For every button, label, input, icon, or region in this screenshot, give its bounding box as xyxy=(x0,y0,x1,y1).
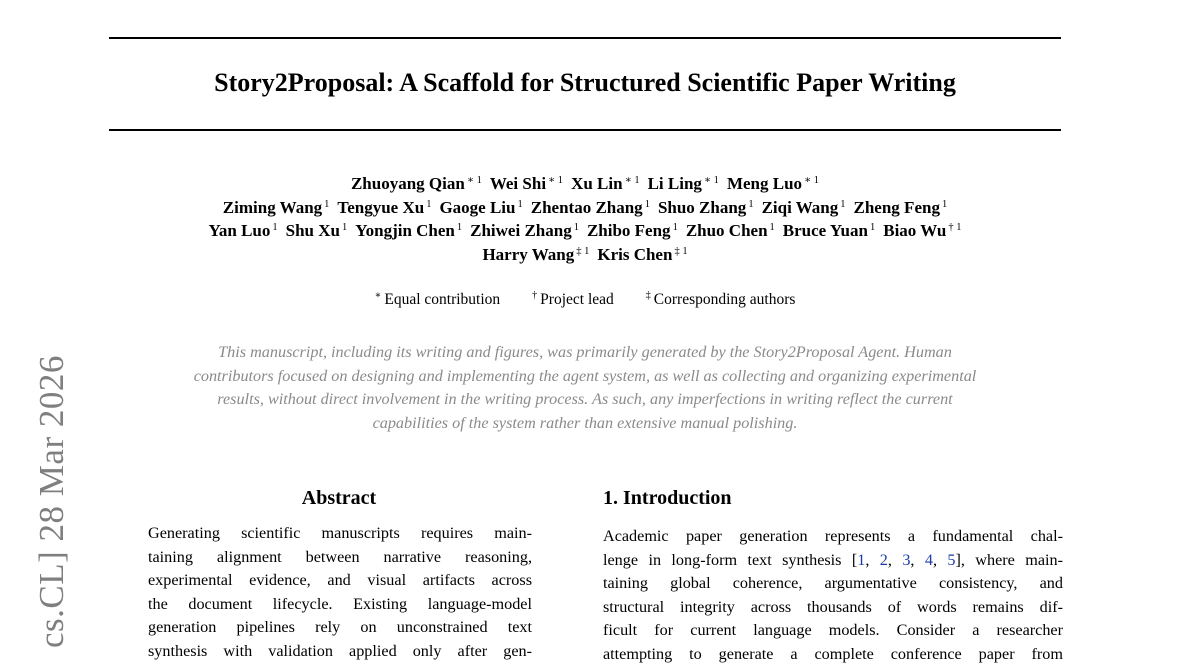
author-name xyxy=(727,172,819,196)
title-rule-bottom xyxy=(109,129,1061,131)
author-affiliation-mark: 1 xyxy=(341,222,348,233)
author-affiliation-mark: 1 xyxy=(456,222,463,233)
author-affiliation-mark: ‡ 1 xyxy=(576,245,590,257)
disclaimer-line: contributors focused on designing and implementing the agent system, as well as collecting and organizing experimental xyxy=(193,366,977,385)
citation-link[interactable]: 3 xyxy=(902,550,911,569)
disclaimer-line: This manuscript, including its writing and figures, was primarily generated by the Story2Proposal Agent. Human xyxy=(218,343,952,361)
author-name-text: Ziqi Wang xyxy=(761,197,839,217)
abstract-line: the document lifecycle. Existing language-model xyxy=(148,594,532,613)
author-affiliation-mark: 1 xyxy=(426,198,432,210)
author-list xyxy=(109,172,1061,266)
author-name-text: Kris Chen xyxy=(597,244,673,264)
citation-link[interactable]: 1 xyxy=(857,550,866,569)
intro-text: ], where main- xyxy=(955,550,1064,569)
author-line xyxy=(109,243,1061,267)
author-name-text: Zhiwei Zhang xyxy=(470,221,572,240)
author-name-text: Bruce Yuan xyxy=(782,221,868,240)
author-name xyxy=(531,196,650,220)
intro-line: ficult for current language models. Consider a researcher xyxy=(603,621,1063,640)
author-name xyxy=(648,172,719,196)
author-affiliation-mark: ∗ 1 xyxy=(466,175,482,186)
author-affiliation-mark: † 1 xyxy=(948,222,962,233)
abstract-line: experimental evidence, and visual artifacts across xyxy=(148,571,532,590)
author-affiliation-mark: 1 xyxy=(748,198,754,210)
author-name xyxy=(482,243,589,267)
author-name-text: Zhentao Zhang xyxy=(530,197,643,217)
author-affiliation-mark: 1 xyxy=(672,222,678,233)
author-name xyxy=(686,219,775,243)
intro-line: structural integrity across thousands of words remains dif- xyxy=(603,597,1063,616)
author-name xyxy=(597,243,687,267)
disclaimer-line: capabilities of the system rather than extensive manual polishing. xyxy=(372,413,798,432)
author-affiliation-mark: 1 xyxy=(644,198,650,210)
author-name-text: Wei Shi xyxy=(489,174,547,193)
author-name xyxy=(286,219,348,243)
author-affiliation-mark: 1 xyxy=(573,222,579,233)
title-rule-top xyxy=(109,37,1061,39)
author-affiliation-mark: 1 xyxy=(941,198,948,210)
introduction-heading: 1. Introduction xyxy=(603,487,732,509)
abstract-heading: Abstract xyxy=(301,487,377,509)
author-affiliation-mark: 1 xyxy=(272,222,278,233)
citation-link[interactable]: 5 xyxy=(947,550,956,569)
abstract-line: synthesis with validation applied only after gen- xyxy=(148,641,532,660)
intro-text: lenge in long-form text synthesis [ xyxy=(603,550,858,569)
author-affiliation-mark: ∗ 1 xyxy=(804,175,820,186)
author-name-text: Harry Wang xyxy=(482,244,575,264)
author-affiliation-mark: ∗ 1 xyxy=(703,175,719,186)
author-note-text: Corresponding authors xyxy=(653,291,796,308)
author-affiliation-mark: 1 xyxy=(840,198,846,210)
author-name-text: Zhuoyang Qian xyxy=(350,174,465,193)
author-note xyxy=(646,289,796,311)
author-affiliation-mark: 1 xyxy=(324,198,330,210)
author-name xyxy=(658,196,754,220)
author-affiliation-mark: ∗ 1 xyxy=(548,175,564,186)
author-note-mark: † xyxy=(532,290,538,301)
author-name xyxy=(783,219,875,243)
author-note-text: Project lead xyxy=(540,291,614,308)
author-name xyxy=(571,172,640,196)
abstract-line: taining alignment between narrative reasoning, xyxy=(148,547,532,566)
author-name xyxy=(854,196,948,220)
author-name xyxy=(223,196,330,220)
author-note xyxy=(375,289,501,311)
intro-line: taining global coherence, argumentative consistency, and xyxy=(603,574,1063,593)
paper-title: Story2Proposal: A Scaffold for Structured Scientific Paper Writing xyxy=(214,68,956,97)
arxiv-stamp: cs.CL] 28 Mar 2026 xyxy=(32,355,71,648)
author-affiliation-mark: ‡ 1 xyxy=(674,245,688,257)
disclaimer-line: results, without direct involvement in the writing process. As such, any imperfections in writing reflect the current xyxy=(217,390,953,408)
author-name xyxy=(355,219,462,243)
author-name-text: Shuo Zhang xyxy=(657,197,747,217)
citation-group xyxy=(857,551,955,569)
author-name-text: Meng Luo xyxy=(726,174,803,193)
author-name-text: Gaoge Liu xyxy=(439,197,516,217)
author-notes xyxy=(109,289,1061,311)
author-name-text: Shu Xu xyxy=(285,221,340,240)
intro-line xyxy=(603,549,1063,573)
author-name xyxy=(587,219,678,243)
author-name xyxy=(439,196,522,220)
author-line xyxy=(109,196,1061,220)
author-name-text: Zhuo Chen xyxy=(685,221,768,240)
author-line xyxy=(109,219,1061,243)
abstract-line: Generating scientific manuscripts requires main- xyxy=(148,524,532,542)
author-affiliation-mark: 1 xyxy=(769,222,775,233)
author-name xyxy=(208,219,277,243)
author-note-mark: ‡ xyxy=(645,290,651,301)
author-note-mark: ∗ xyxy=(374,290,382,301)
author-name xyxy=(490,172,563,196)
citation-separator: , xyxy=(932,550,948,569)
author-note xyxy=(532,289,614,311)
abstract-body xyxy=(148,522,532,664)
introduction-body xyxy=(603,525,1063,667)
author-name-text: Yongjin Chen xyxy=(355,221,455,240)
abstract-line: generation pipelines rely on unconstrained text xyxy=(148,618,532,637)
author-name xyxy=(470,219,579,243)
author-note-text: Equal contribution xyxy=(384,291,501,308)
author-line xyxy=(109,172,1061,196)
author-name xyxy=(337,196,431,220)
generation-disclaimer xyxy=(109,341,1061,435)
author-affiliation-mark: 1 xyxy=(517,198,523,210)
citation-link[interactable]: 4 xyxy=(924,550,933,569)
author-name-text: Zhibo Feng xyxy=(586,221,671,240)
author-name-text: Li Ling xyxy=(647,174,702,193)
citation-link[interactable]: 2 xyxy=(879,550,888,569)
author-name-text: Zheng Feng xyxy=(853,197,940,217)
author-name-text: Xu Lin xyxy=(571,174,623,193)
author-name xyxy=(762,196,846,220)
author-affiliation-mark: ∗ 1 xyxy=(624,175,640,186)
author-name xyxy=(351,172,482,196)
author-name-text: Ziming Wang xyxy=(222,197,323,217)
citation-separator: , xyxy=(865,550,880,569)
intro-line: attempting to generate a complete conference paper from xyxy=(603,644,1063,663)
author-name xyxy=(883,219,961,243)
author-name-text: Tengyue Xu xyxy=(337,197,425,217)
intro-line: Academic paper generation represents a fundamental chal- xyxy=(603,527,1063,545)
author-name-text: Yan Luo xyxy=(208,221,271,240)
citation-separator: , xyxy=(910,550,925,569)
author-affiliation-mark: 1 xyxy=(869,222,876,233)
author-name-text: Biao Wu xyxy=(883,221,947,240)
citation-separator: , xyxy=(887,550,903,569)
